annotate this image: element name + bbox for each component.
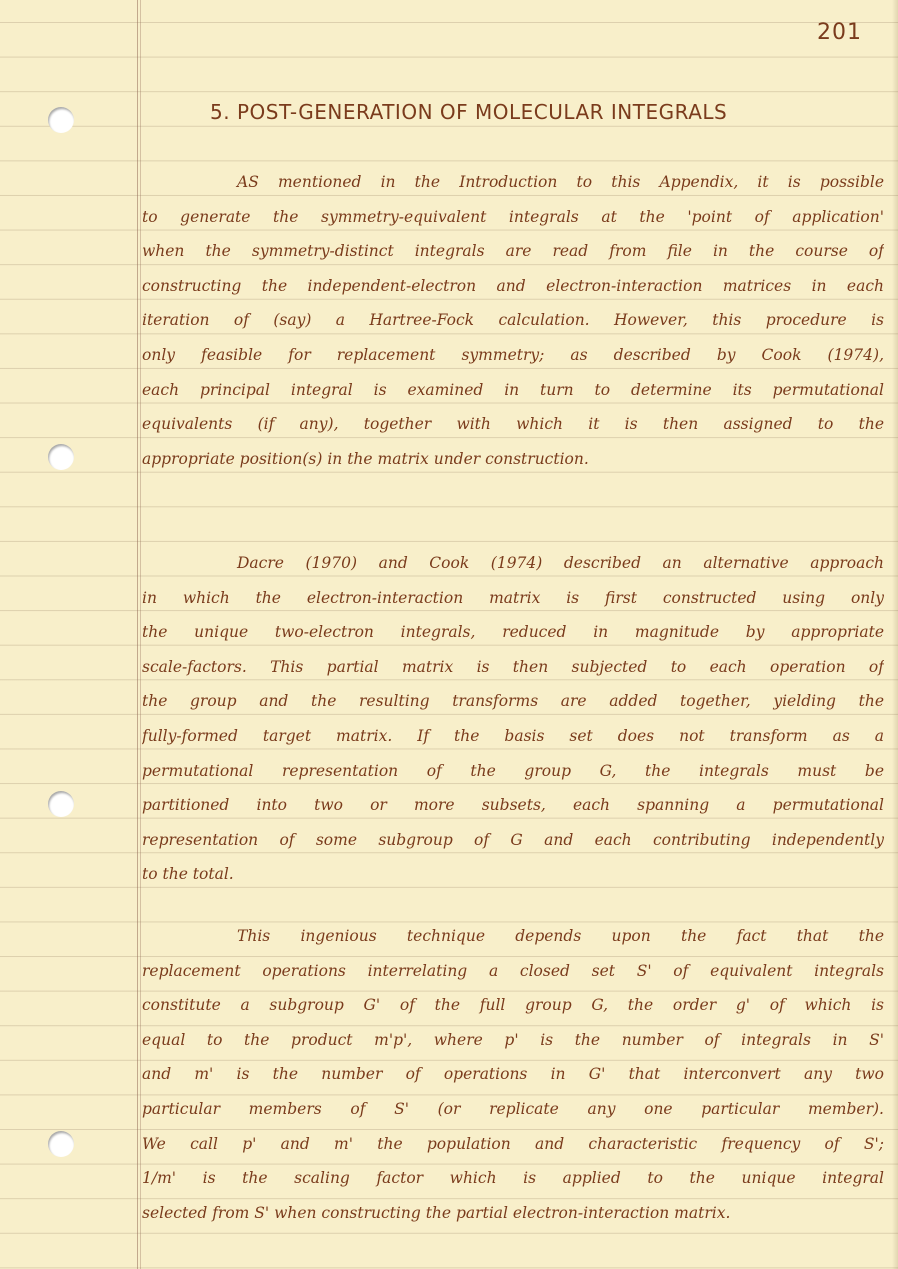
paragraph-line: replacement operations interrelating a closed set S' of equivalent integrals bbox=[142, 961, 884, 980]
paragraph bbox=[142, 165, 884, 476]
paragraph-line: partitioned into two or more subsets, each spanning a permutational bbox=[142, 796, 884, 815]
paragraph-line: particular members of S' (or replicate any one particular member). bbox=[142, 1099, 884, 1118]
punch-hole bbox=[48, 791, 74, 817]
paragraph bbox=[142, 546, 884, 892]
punch-hole bbox=[48, 1131, 74, 1157]
paragraph-line: equal to the product m'p', where p' is the number of integrals in S' bbox=[142, 1030, 884, 1049]
paragraph-line: scale-factors. This partial matrix is then subjected to each operation of bbox=[142, 657, 884, 676]
punch-hole bbox=[48, 107, 74, 133]
paragraph-line: each principal integral is examined in turn to determine its permutational bbox=[142, 380, 884, 399]
paragraph-line: when the symmetry-distinct integrals are read from file in the course of bbox=[142, 242, 884, 261]
paragraph-line: and m' is the number of operations in G' that interconvert any two bbox=[142, 1065, 884, 1084]
margin-line bbox=[137, 0, 138, 1269]
paragraph-line: the unique two-electron integrals, reduced in magnitude by appropriate bbox=[142, 623, 884, 642]
paragraph-line: We call p' and m' the population and characteristic frequency of S'; bbox=[142, 1134, 884, 1153]
page-number: 201 bbox=[817, 20, 862, 45]
section-title: 5. POST-GENERATION OF MOLECULAR INTEGRALS bbox=[210, 100, 728, 124]
paragraph-line: to the total. bbox=[142, 865, 234, 884]
paragraph-line: to generate the symmetry-equivalent integrals at the 'point of application' bbox=[142, 207, 884, 226]
paragraph-line: This ingenious technique depends upon the fact that the bbox=[237, 927, 884, 945]
paragraph-line: Dacre (1970) and Cook (1974) described an alternative approach bbox=[237, 554, 884, 572]
paragraph-line: in which the electron-interaction matrix is first constructed using only bbox=[142, 588, 884, 607]
paragraph-line: representation of some subgroup of G and each contributing independently bbox=[142, 830, 884, 849]
margin-line-secondary bbox=[140, 0, 141, 1269]
paragraph-line: constitute a subgroup G' of the full group G, the order g' of which is bbox=[142, 996, 884, 1015]
paragraph bbox=[142, 919, 884, 1230]
paragraph-line: the group and the resulting transforms are added together, yielding the bbox=[142, 692, 884, 711]
paragraph-line: only feasible for replacement symmetry; as described by Cook (1974), bbox=[142, 345, 884, 364]
paragraph-line: selected from S' when constructing the partial electron-interaction matrix. bbox=[142, 1203, 731, 1222]
paragraph-line: AS mentioned in the Introduction to this Appendix, it is possible bbox=[237, 173, 884, 191]
paragraph-line: appropriate position(s) in the matrix under construction. bbox=[142, 449, 589, 468]
punch-hole bbox=[48, 444, 74, 470]
paragraph-line: constructing the independent-electron and electron-interaction matrices in each bbox=[142, 276, 884, 295]
paragraph-line: permutational representation of the group G, the integrals must be bbox=[142, 761, 884, 780]
paragraph-line: 1/m' is the scaling factor which is applied to the unique integral bbox=[142, 1169, 884, 1188]
paragraph-line: iteration of (say) a Hartree-Fock calculation. However, this procedure is bbox=[142, 311, 884, 330]
paragraph-line: fully-formed target matrix. If the basis set does not transform as a bbox=[142, 726, 884, 745]
paragraph-line: equivalents (if any), together with which it is then assigned to the bbox=[142, 415, 884, 434]
